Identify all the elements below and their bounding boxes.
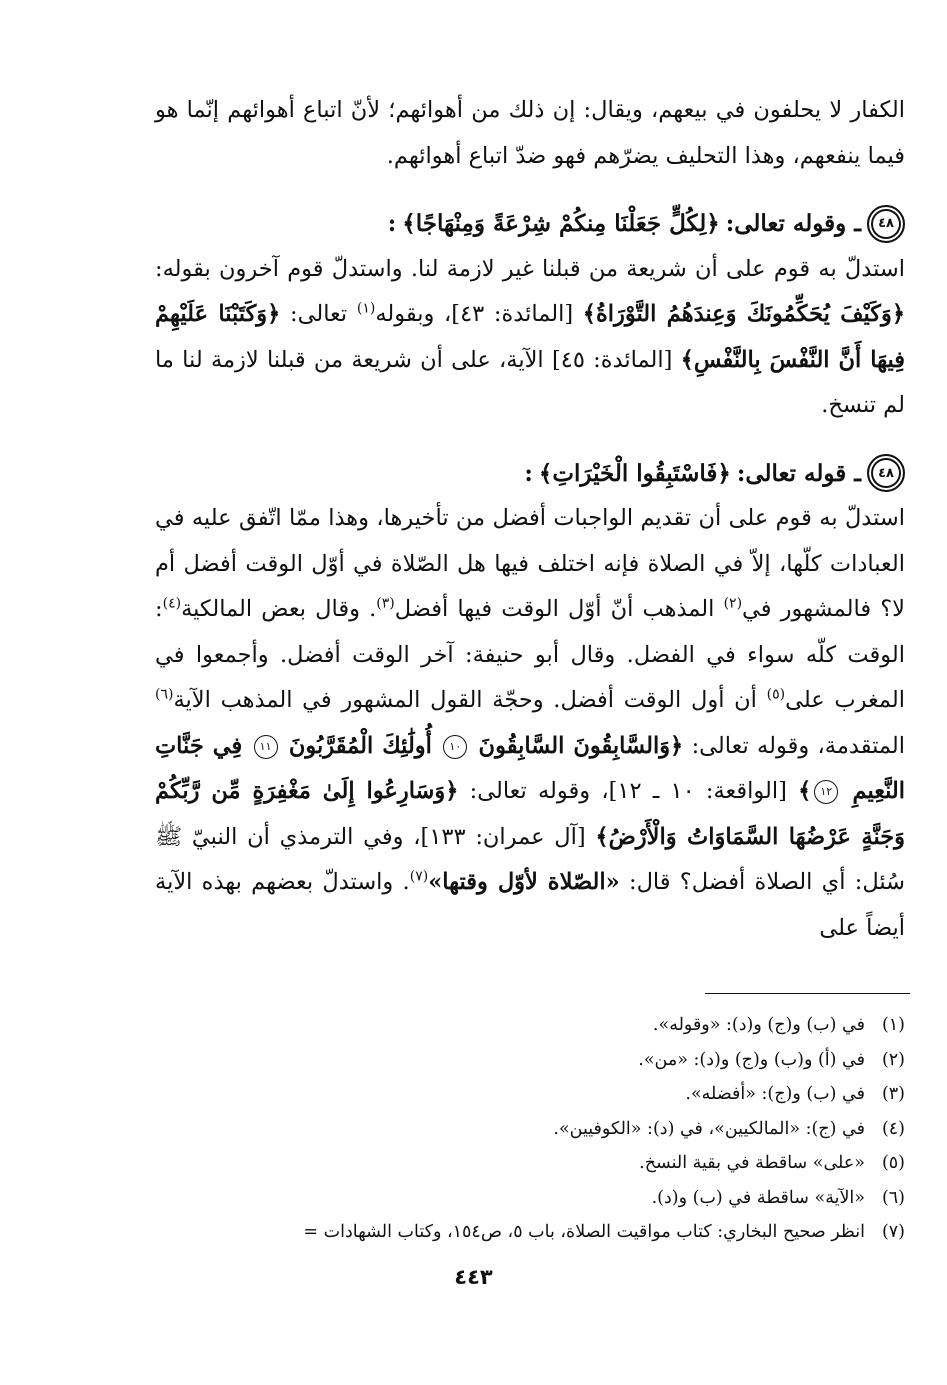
footnote-number: (٣) bbox=[881, 1084, 905, 1104]
text-segment: المتقدمة، وقوله تعالى: bbox=[691, 732, 905, 759]
footnote-item bbox=[155, 1077, 905, 1112]
text-segment: [الواقعة: ١٠ ـ ١٢]، وقوله تعالى: bbox=[469, 778, 787, 804]
section-1-paragraph bbox=[155, 247, 905, 429]
footnote-ref: (٥) bbox=[766, 686, 786, 703]
text-segment: . وقال بعض المالكية bbox=[181, 596, 377, 622]
footnote-number: (٢) bbox=[881, 1049, 905, 1070]
section-heading-2 bbox=[155, 451, 905, 497]
footnote-text: في (أ) و(ب) و(ج) و(د): «من». bbox=[638, 1049, 865, 1070]
page-number: ٤٤٣ bbox=[454, 1265, 493, 1289]
text-segment: تعالى: bbox=[290, 301, 348, 327]
footnote-item bbox=[155, 1043, 905, 1078]
intro-paragraph: الكفار لا يحلفون في بيعهم، ويقال: إن ذلك من أهوائهم؛ لأنّ اتباع أهوائهم إنّما هو فيما ينفعهم، وهذا التحليف يضرّهم فهو ضدّ اتباع أهوائهم. bbox=[155, 97, 905, 169]
heading-prefix: ـ قوله تعالى: bbox=[736, 459, 861, 487]
quran-verse: ﴿لِكُلٍّ جَعَلْنَا مِنكُمْ شِرْعَةً وَمِنْهَاجًا﴾ bbox=[402, 210, 720, 237]
footnote-item bbox=[155, 1215, 905, 1250]
text-segment: [آل عمران: ١٣٣]، وفي الترمذي أن النبيّ ﷺ سُئل: أي الصلاة أفضل؟ قال: bbox=[155, 823, 906, 895]
ayah-number-marker: ١١ bbox=[254, 735, 278, 759]
ayah-number-marker: ١٠ bbox=[443, 735, 467, 759]
footnote-item bbox=[155, 1008, 905, 1043]
footnote-item bbox=[155, 1112, 905, 1147]
quran-verse: ﴿وَالسَّابِقُونَ السَّابِقُونَ bbox=[478, 732, 684, 759]
footnote-text: «على» ساقطة في بقية النسخ. bbox=[639, 1153, 865, 1173]
text-segment: استدلّ به قوم على أن شريعة من قبلنا غير لازمة لنا. واستدلّ قوم آخرون بقوله: bbox=[155, 255, 905, 282]
quran-verse: أُولَٰئِكَ الْمُقَرَّبُونَ bbox=[288, 732, 432, 759]
footnote-text: «الآية» ساقطة في (ب) و(د). bbox=[651, 1187, 865, 1208]
footnotes bbox=[155, 1008, 905, 1250]
footnote-ref: (١) bbox=[356, 300, 376, 317]
heading-suffix: : bbox=[387, 210, 397, 237]
footnote-ref: (٤) bbox=[162, 595, 182, 612]
footnote-text: في (ب) و(ج): «أفضله». bbox=[685, 1084, 865, 1104]
heading-suffix: : bbox=[524, 459, 533, 487]
text-segment: [المائدة: ٤٥] الآية، على أن شريعة من قبلنا لازمة لنا ما لم تنسخ. bbox=[155, 346, 905, 418]
verse-number-medallion: ٤٨ bbox=[867, 205, 905, 243]
footnote-ref: (٧) bbox=[409, 868, 429, 885]
quran-verse-close: ﴾ bbox=[798, 778, 812, 804]
footnote-separator bbox=[705, 993, 910, 994]
quran-verse: ﴿وَسَارِعُوا إِلَىٰ مَغْفِرَةٍ مِّن رَّبِّكُمْ وَجَنَّةٍ عَرْضُهَا السَّمَاوَاتُ وَالْأَرْضُ﴾ bbox=[155, 778, 906, 850]
footnote-item bbox=[155, 1146, 905, 1181]
text-segment: المذهب أنّ أوّل الوقت فيها أفضل bbox=[394, 596, 715, 622]
heading-prefix: ـ وقوله تعالى: bbox=[725, 210, 861, 237]
quran-verse: فِي جَنَّاتِ النَّعِيمِ bbox=[155, 732, 905, 804]
text-segment: أن أول الوقت أفضل. وحجّة القول المشهور في المذهب الآية bbox=[173, 687, 757, 713]
footnote-item bbox=[155, 1181, 905, 1216]
footnote-ref: (٢) bbox=[723, 595, 743, 612]
ayah-number-marker: ١٢ bbox=[814, 780, 838, 804]
footnote-text: انظر صحيح البخاري: كتاب مواقيت الصلاة، باب ٥، ص١٥٤، وكتاب الشهادات = bbox=[303, 1222, 865, 1242]
footnote-ref: (٣) bbox=[376, 595, 395, 612]
footnote-ref: (٦) bbox=[155, 686, 174, 703]
text-segment: [المائدة: ٤٣]، وبقوله bbox=[375, 301, 574, 327]
footnote-number: (٥) bbox=[881, 1153, 905, 1173]
quran-verse: ﴿وَكَيْفَ يُحَكِّمُونَكَ وَعِندَهُمُ التَّوْرَاةُ﴾ bbox=[582, 301, 906, 327]
footnote-text: في (ج): «المالكيين»، في (د): «الكوفيين». bbox=[553, 1118, 865, 1139]
text-segment: استدلّ به قوم على أن تقديم الواجبات أفضل من تأخيرها، وهذا ممّا اتّفق عليه في العبادات كلّها، إلاّ في الصلاة فإنه اختلف فيها هل الصّلاة في أوّل الوقت أفضل أم لا؟ فالمشهور في bbox=[155, 505, 905, 622]
hadith-quote: «الصّلاة لأوّل وقتها» bbox=[428, 869, 620, 895]
verse-number-medallion: ٤٨ bbox=[867, 454, 905, 492]
main-text bbox=[155, 88, 905, 951]
text-segment: : الوقت كلّه سواء في الفضل. وقال أبو حنيفة: آخر الوقت أفضل. وأجمعوا في المغرب على bbox=[155, 596, 905, 713]
footnote-number: (٤) bbox=[881, 1118, 905, 1139]
footnote-number: (٧) bbox=[881, 1222, 905, 1242]
quran-verse: ﴿وَكَتَبْنَا عَلَيْهِمْ فِيهَا أَنَّ النَّفْسَ بِالنَّفْسِ﴾ bbox=[155, 301, 906, 373]
section-2-paragraph bbox=[155, 496, 905, 951]
text-segment: . واستدلّ بعضهم بهذه الآية أيضاً على bbox=[155, 869, 905, 941]
footnote-number: (٦) bbox=[881, 1187, 905, 1208]
footnote-text: في (ب) و(ج) و(د): «وقوله». bbox=[652, 1015, 865, 1035]
section-heading-1 bbox=[155, 201, 905, 247]
quran-verse: ﴿فَاسْتَبِقُوا الْخَيْرَاتِ﴾ bbox=[538, 459, 731, 487]
footnote-number: (١) bbox=[881, 1015, 905, 1035]
